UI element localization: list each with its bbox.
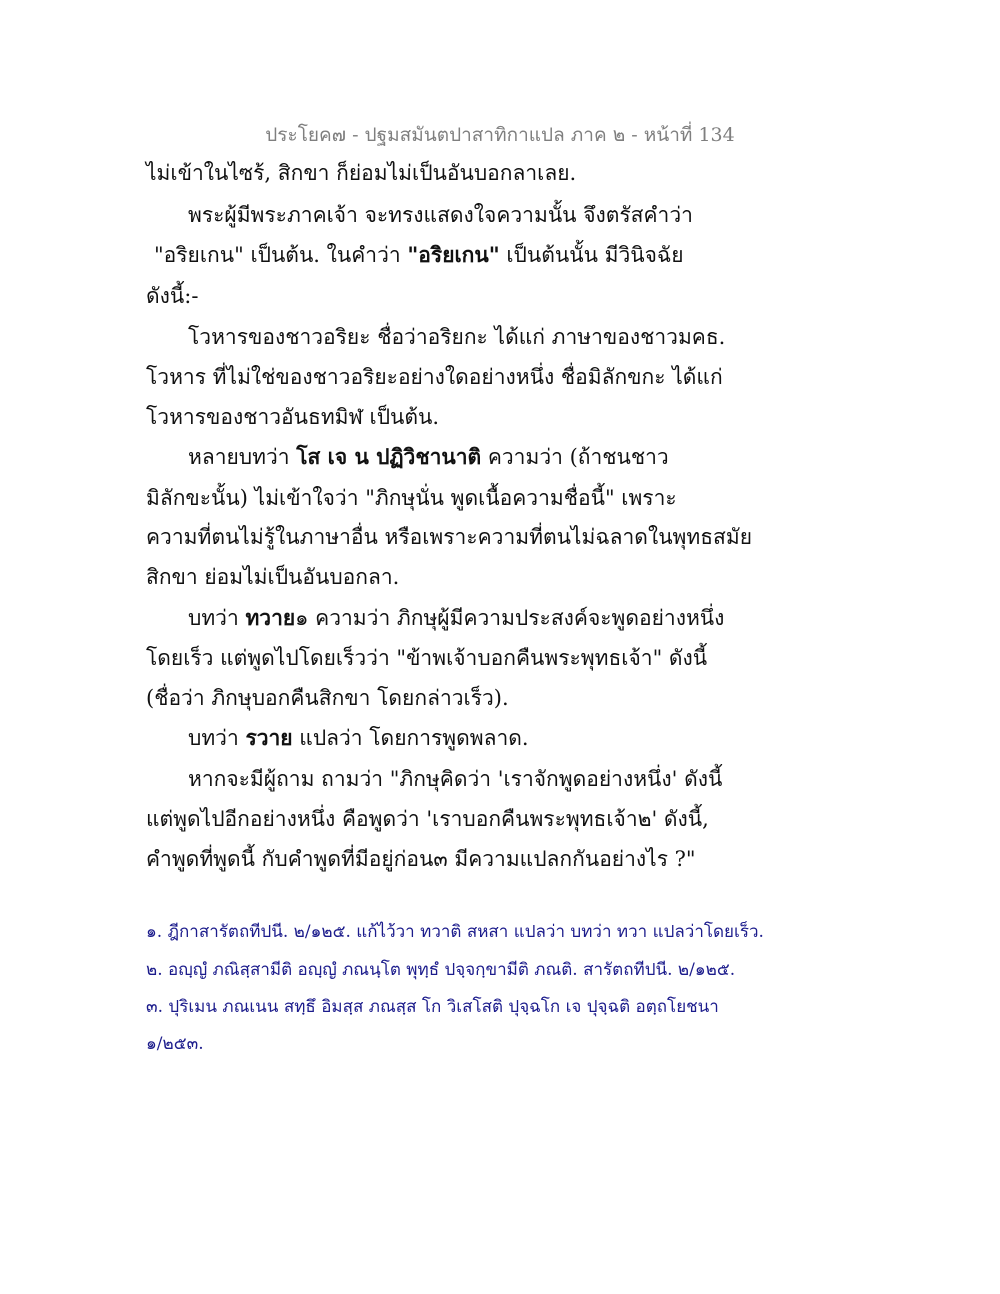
footnote-3: ๓. ปุริเมน ภณเนน สทฺธึ อิมสฺส ภณสฺส โก วิเสโสติ ปุจฺฉโก เจ ปุจฺฉติ อตฺถโยชนา bbox=[146, 997, 719, 1017]
text-line-11: สิกขา ย่อมไม่เป็นอันบอกลา. bbox=[146, 565, 400, 589]
text-line-1: ไม่เข้าในไซร้, สิกขา ก็ย่อมไม่เป็นอันบอกลาเลย. bbox=[146, 161, 577, 185]
text-line-17: แต่พูดไปอีกอย่างหนึ่ง คือพูดว่า 'เราบอกคืนพระพุทธเจ้า๒' ดังนี้, bbox=[146, 807, 709, 831]
bold-term-so-ce-na: โส เจ น ปฏิวิชานาติ bbox=[296, 444, 482, 469]
text-line-6: โวหาร ที่ไม่ใช่ของชาวอริยะอย่างใดอย่างหนึ่ง ชื่อมิลักขกะ ได้แก่ bbox=[146, 365, 723, 389]
text-line-15-part-c: แปลว่า โดยการพูดพลาด. bbox=[292, 726, 529, 750]
text-line-15 bbox=[188, 723, 529, 753]
text-line-13: โดยเร็ว แต่พูดไปโดยเร็วว่า "ข้าพเจ้าบอกคืนพระพุทธเจ้า" ดังนี้ bbox=[146, 646, 708, 670]
text-line-7: โวหารของชาวอันธทมิฬ เป็นต้น. bbox=[146, 405, 440, 429]
text-line-9: มิลักขะนั้น) ไม่เข้าใจว่า "ภิกษุนั่น พูดเนื้อความชื่อนี้" เพราะ bbox=[146, 486, 677, 510]
bold-term-ravaya: รวาย bbox=[245, 725, 293, 750]
text-line-2: พระผู้มีพระภาคเจ้า จะทรงแสดงใจความนั้น จึงตรัสคำว่า bbox=[188, 203, 693, 227]
text-line-3-part-a: "อริยเกน" เป็นต้น. ในคำว่า bbox=[154, 243, 408, 267]
text-line-16: หากจะมีผู้ถาม ถามว่า "ภิกษุคิดว่า 'เราจักพูดอย่างหนึ่ง' ดังนี้ bbox=[188, 767, 723, 791]
text-line-5: โวหารของชาวอริยะ ชื่อว่าอริยกะ ได้แก่ ภาษาของชาวมคธ. bbox=[188, 325, 726, 349]
footnote-3-continued: ๑/๒๕๓. bbox=[146, 1034, 204, 1054]
text-line-8-part-c: ความว่า (ถ้าชนชาว bbox=[481, 445, 669, 469]
text-line-8 bbox=[188, 442, 669, 472]
text-line-3-part-c: เป็นต้นนั้น มีวินิจฉัย bbox=[499, 243, 684, 267]
text-line-3 bbox=[154, 240, 684, 270]
running-header: ประโยค๗ - ปฐมสมันตปาสาทิกาแปล ภาค ๒ - หน้าที่ 134 bbox=[265, 124, 735, 146]
text-line-4: ดังนี้:- bbox=[146, 284, 199, 308]
bold-term-davaya: ทวาย bbox=[245, 605, 296, 630]
text-line-15-part-a: บทว่า bbox=[188, 726, 246, 750]
text-line-14: (ชื่อว่า ภิกษุบอกคืนสิกขา โดยกล่าวเร็ว). bbox=[146, 686, 509, 710]
text-line-18: คำพูดที่พูดนี้ กับคำพูดที่มีอยู่ก่อน๓ มีความแปลกกันอย่างไร ?" bbox=[146, 847, 696, 871]
text-line-12-part-c: ๑ ความว่า ภิกษุผู้มีความประสงค์จะพูดอย่างหนึ่ง bbox=[295, 606, 725, 630]
text-line-12-part-a: บทว่า bbox=[188, 606, 246, 630]
text-line-10: ความที่ตนไม่รู้ในภาษาอื่น หรือเพราะความที่ตนไม่ฉลาดในพุทธสมัย bbox=[146, 525, 753, 549]
footnote-2: ๒. อญฺญํ ภณิสฺสามีติ อญฺญํ ภณนฺโต พุทฺธํ ปจฺจกฺขามีติ ภณติ. สารัตถทีปนี. ๒/๑๒๕. bbox=[146, 960, 736, 980]
text-line-12 bbox=[188, 603, 724, 633]
bold-term-ariyakena: "อริยเกน" bbox=[407, 242, 500, 267]
footnote-1: ๑. ฎีกาสารัตถทีปนี. ๒/๑๒๕. แก้ไว้วา ทวาติ สหสา แปลว่า บทว่า ทวา แปลว่าโดยเร็ว. bbox=[146, 922, 764, 942]
text-line-8-part-a: หลายบทว่า bbox=[188, 445, 297, 469]
